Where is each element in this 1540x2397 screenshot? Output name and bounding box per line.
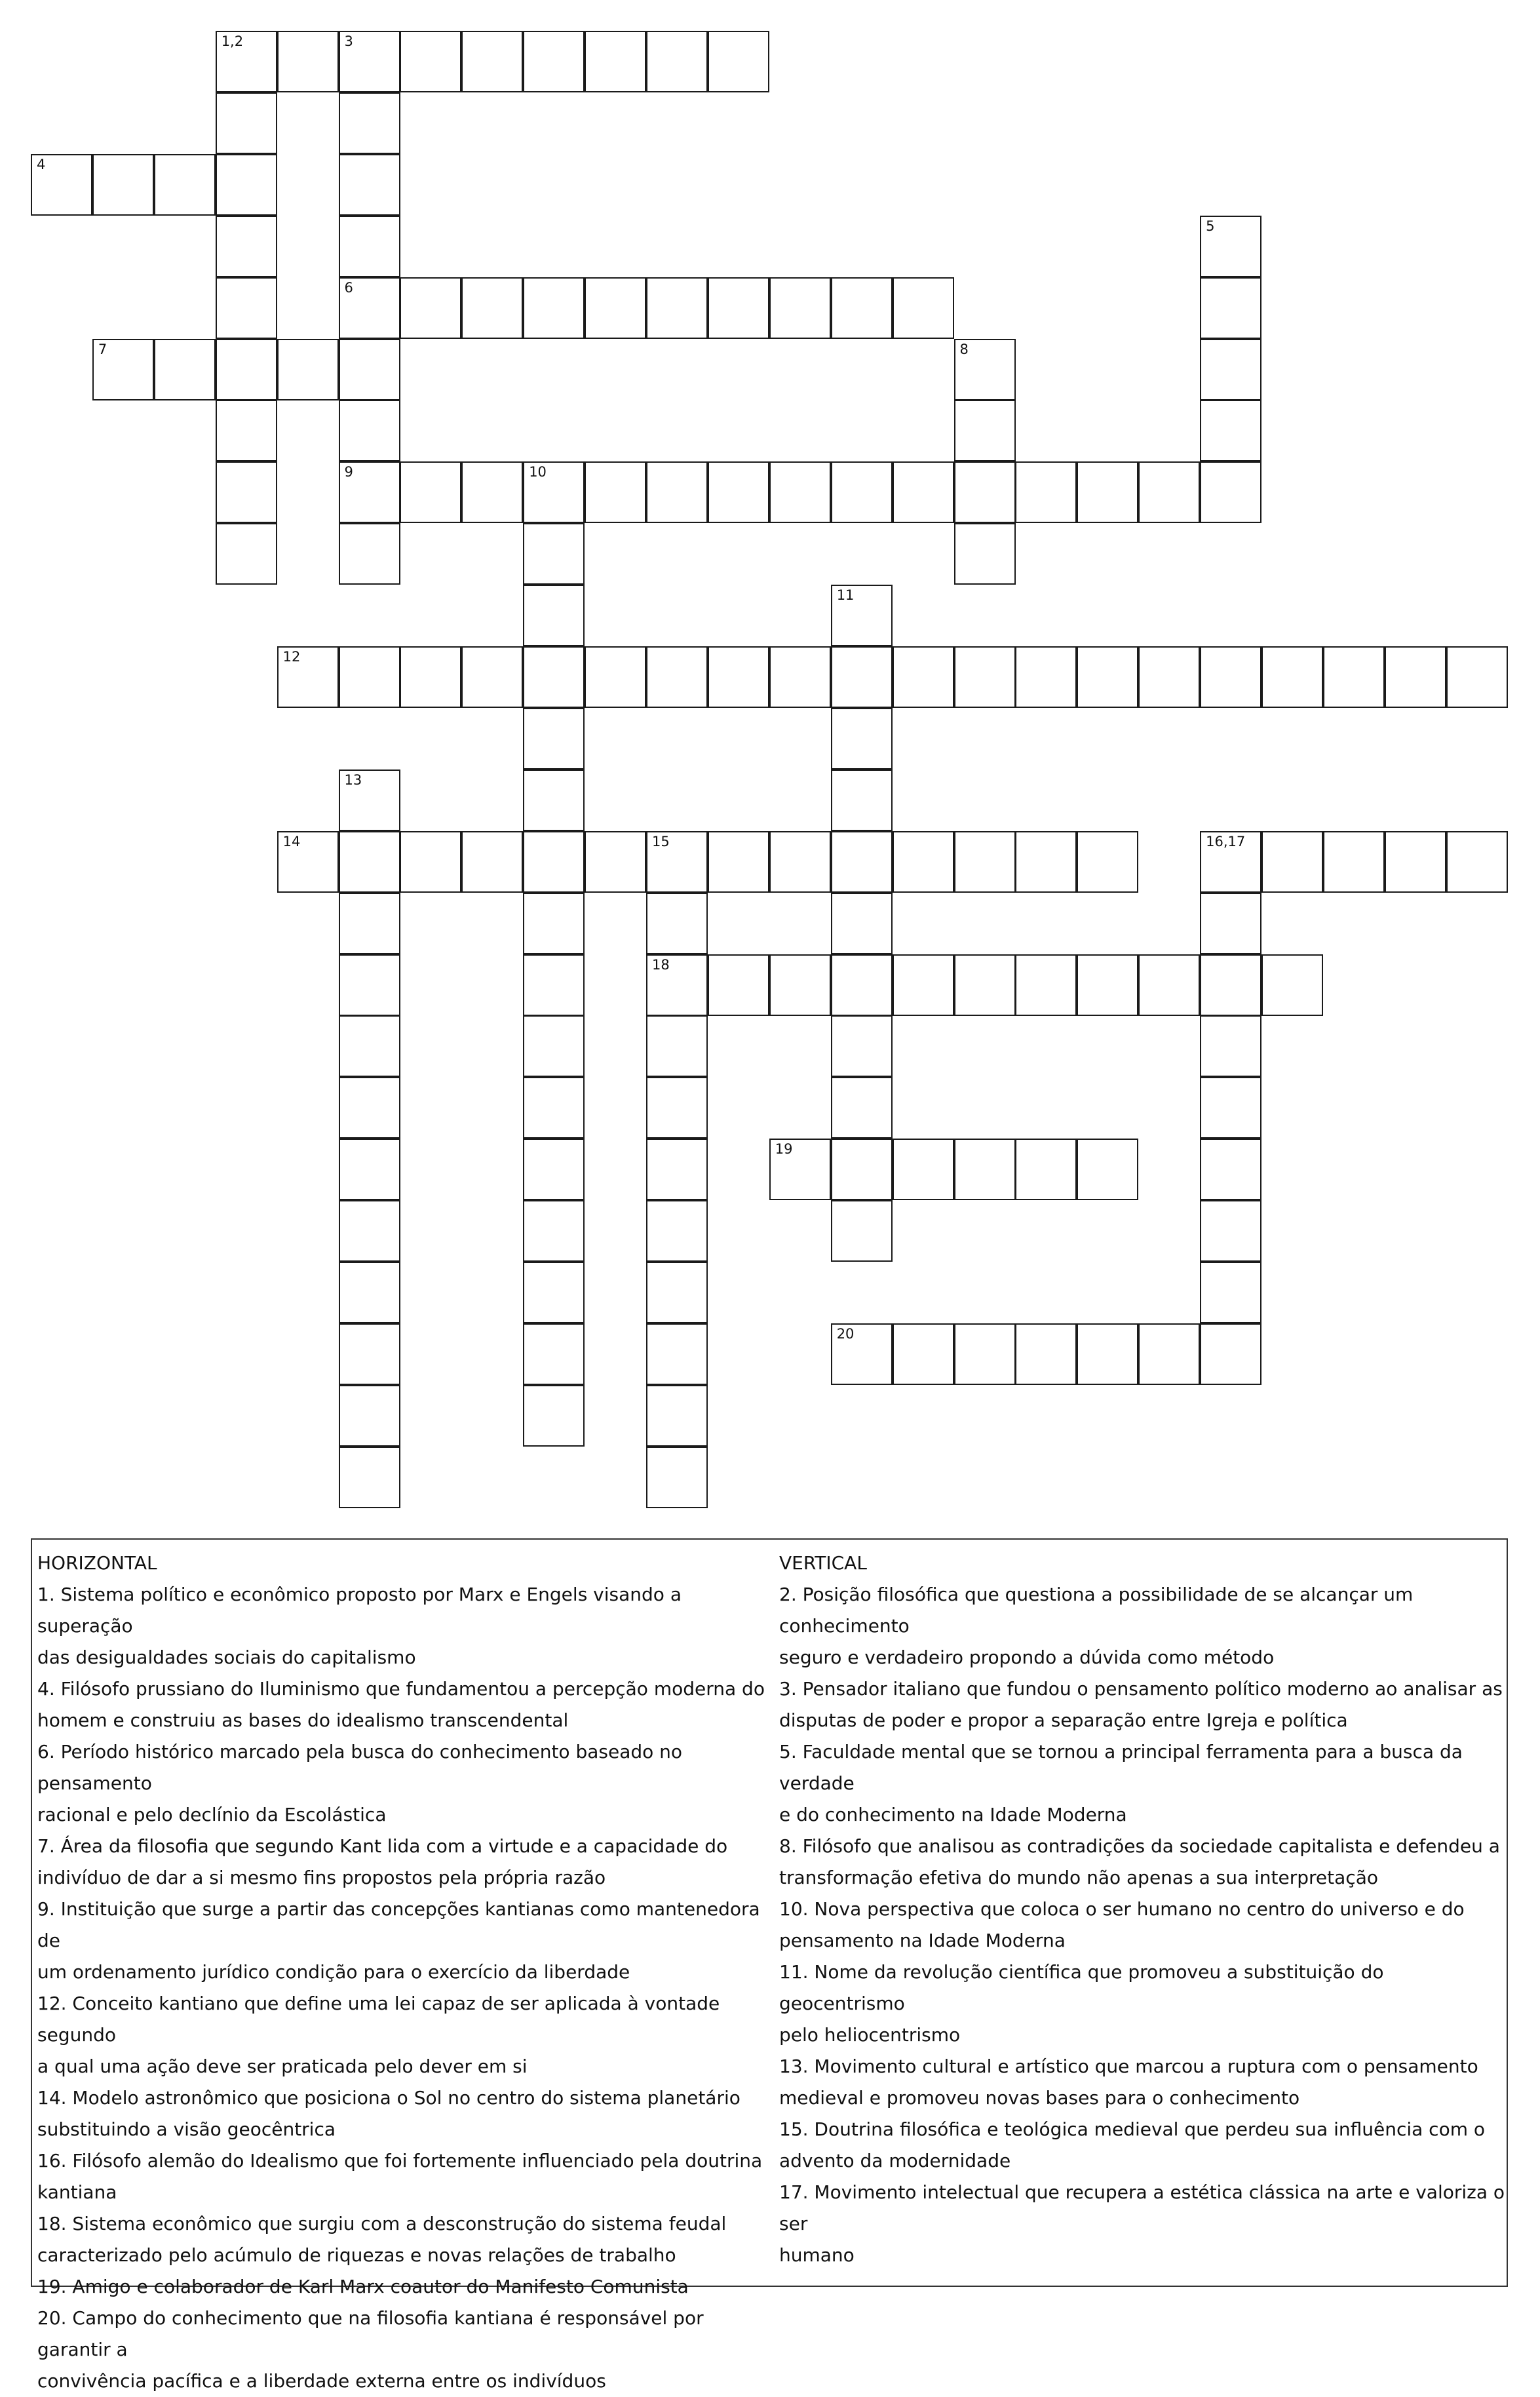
vertical-clue-line: 10. Nova perspectiva que coloca o ser humano no centro do universo e do bbox=[779, 1898, 1465, 1920]
crossword-cell[interactable] bbox=[523, 1077, 585, 1139]
horizontal-clue-line: um ordenamento jurídico condição para o exercício da liberdade bbox=[37, 1961, 630, 1983]
crossword-cell[interactable] bbox=[216, 461, 277, 523]
crossword-cell[interactable] bbox=[1385, 831, 1446, 893]
crossword-cell[interactable] bbox=[339, 893, 400, 954]
crossword-cell[interactable] bbox=[400, 31, 461, 92]
clue-number: 19 bbox=[775, 1141, 793, 1158]
crossword-cell[interactable] bbox=[523, 893, 585, 954]
crossword-cell[interactable] bbox=[1200, 1077, 1261, 1139]
crossword-cell[interactable] bbox=[523, 31, 585, 92]
horizontal-clue-line: 7. Área da filosofia que segundo Kant lida com a virtude e a capacidade do bbox=[37, 1835, 728, 1857]
crossword-cell[interactable] bbox=[339, 523, 400, 585]
crossword-cell[interactable] bbox=[339, 1385, 400, 1447]
crossword-cell[interactable] bbox=[831, 893, 893, 954]
crossword-cell[interactable] bbox=[954, 954, 1016, 1016]
crossword-cell[interactable] bbox=[1077, 1139, 1138, 1200]
crossword-cell[interactable] bbox=[1138, 954, 1200, 1016]
crossword-cell[interactable] bbox=[831, 770, 893, 831]
crossword-cell[interactable] bbox=[708, 646, 769, 708]
crossword-cell[interactable] bbox=[339, 1323, 400, 1385]
crossword-cell[interactable] bbox=[216, 92, 277, 154]
crossword-cell[interactable] bbox=[400, 461, 461, 523]
crossword-cell[interactable] bbox=[1200, 1139, 1261, 1200]
crossword-cell[interactable] bbox=[1138, 646, 1200, 708]
vertical-clue-line: 3. Pensador italiano que fundou o pensamento político moderno ao analisar as bbox=[779, 1678, 1503, 1700]
crossword-cell[interactable] bbox=[523, 1262, 585, 1323]
crossword-cell[interactable] bbox=[523, 585, 585, 646]
crossword-cell[interactable] bbox=[1077, 831, 1138, 893]
crossword-cell[interactable] bbox=[954, 400, 1016, 461]
crossword-cell[interactable] bbox=[523, 1139, 585, 1200]
horizontal-clue-line: 9. Instituição que surge a partir das concepções kantianas como mantenedora de bbox=[37, 1898, 760, 1951]
vertical-clue-line: medieval e promoveu novas bases para o conhecimento bbox=[779, 2087, 1300, 2109]
crossword-cell[interactable] bbox=[339, 646, 400, 708]
crossword-cell[interactable] bbox=[1200, 1015, 1261, 1077]
crossword-cell[interactable] bbox=[893, 1139, 954, 1200]
crossword-cell[interactable] bbox=[646, 1447, 708, 1508]
crossword-cell[interactable] bbox=[339, 339, 400, 400]
crossword-cell[interactable] bbox=[339, 1262, 400, 1323]
crossword-cell[interactable] bbox=[585, 31, 646, 92]
crossword-cell[interactable] bbox=[461, 277, 523, 339]
crossword-cell[interactable] bbox=[1446, 831, 1508, 893]
clue-number: 6 bbox=[344, 279, 353, 296]
crossword-cell[interactable] bbox=[216, 31, 277, 92]
crossword-cell[interactable] bbox=[585, 646, 646, 708]
crossword-cell[interactable] bbox=[523, 1323, 585, 1385]
crossword-cell[interactable] bbox=[1015, 831, 1077, 893]
crossword-cell[interactable] bbox=[1200, 216, 1261, 277]
crossword-cell[interactable] bbox=[585, 461, 646, 523]
crossword-cell[interactable] bbox=[1077, 1323, 1138, 1385]
vertical-clue-line: pensamento na Idade Moderna bbox=[779, 1930, 1066, 1951]
crossword-cell[interactable] bbox=[893, 831, 954, 893]
crossword-cell[interactable] bbox=[1261, 646, 1323, 708]
clue-number: 8 bbox=[959, 341, 969, 357]
crossword-cell[interactable] bbox=[646, 1200, 708, 1262]
crossword-cell[interactable] bbox=[585, 831, 646, 893]
crossword-cell[interactable] bbox=[585, 277, 646, 339]
clue-number: 10 bbox=[529, 464, 547, 480]
crossword-cell[interactable] bbox=[339, 461, 400, 523]
vertical-clue-line: transformação efetiva do mundo não apenas a sua interpretação bbox=[779, 1867, 1378, 1888]
crossword-cell[interactable] bbox=[831, 585, 893, 646]
vertical-clues bbox=[779, 1548, 1507, 2271]
crossword-cell[interactable] bbox=[400, 277, 461, 339]
crossword-cell[interactable] bbox=[339, 31, 400, 92]
crossword-cell[interactable] bbox=[277, 339, 339, 400]
crossword-cell[interactable] bbox=[831, 954, 893, 1016]
horizontal-clue-line: 16. Filósofo alemão do Idealismo que foi fortemente influenciado pela doutrina bbox=[37, 2150, 763, 2172]
crossword-cell[interactable] bbox=[216, 339, 277, 400]
crossword-cell[interactable] bbox=[831, 1139, 893, 1200]
crossword-cell[interactable] bbox=[461, 646, 523, 708]
crossword-cell[interactable] bbox=[1200, 400, 1261, 461]
horizontal-clue-line: 18. Sistema econômico que surgiu com a desconstrução do sistema feudal bbox=[37, 2213, 727, 2234]
crossword-cell[interactable] bbox=[893, 277, 954, 339]
vertical-clue-line: 8. Filósofo que analisou as contradições da sociedade capitalista e defendeu a bbox=[779, 1835, 1500, 1857]
crossword-cell[interactable] bbox=[1200, 893, 1261, 954]
crossword-cell[interactable] bbox=[1200, 1200, 1261, 1262]
horizontal-clue-line: homem e construiu as bases do idealismo transcendental bbox=[37, 1709, 569, 1731]
clue-number: 18 bbox=[652, 956, 670, 973]
crossword-cell[interactable] bbox=[523, 523, 585, 585]
crossword-cell[interactable] bbox=[339, 1139, 400, 1200]
crossword-cell[interactable] bbox=[339, 770, 400, 831]
crossword-cell[interactable] bbox=[339, 1200, 400, 1262]
crossword-cell[interactable] bbox=[646, 1139, 708, 1200]
crossword-cell[interactable] bbox=[831, 646, 893, 708]
crossword-cell[interactable] bbox=[646, 1015, 708, 1077]
crossword-cell[interactable] bbox=[831, 708, 893, 770]
crossword-cell[interactable] bbox=[523, 954, 585, 1016]
horizontal-clue-line: indivíduo de dar a si mesmo fins propostos pela própria razão bbox=[37, 1867, 606, 1888]
crossword-cell[interactable] bbox=[1077, 954, 1138, 1016]
crossword-cell[interactable] bbox=[1200, 646, 1261, 708]
crossword-cell[interactable] bbox=[769, 831, 831, 893]
crossword-cell[interactable] bbox=[1200, 339, 1261, 400]
crossword-cell[interactable] bbox=[31, 154, 92, 216]
crossword-cell[interactable] bbox=[216, 154, 277, 216]
crossword-cell[interactable] bbox=[954, 339, 1016, 400]
crossword-cell[interactable] bbox=[1323, 831, 1385, 893]
crossword-cell[interactable] bbox=[831, 1077, 893, 1139]
horizontal-clue-line: racional e pelo declínio da Escolástica bbox=[37, 1804, 387, 1825]
vertical-clue-line: 11. Nome da revolução científica que promoveu a substituição do geocentrismo bbox=[779, 1961, 1384, 2014]
crossword-cell[interactable] bbox=[954, 1323, 1016, 1385]
crossword-cell[interactable] bbox=[523, 708, 585, 770]
vertical-clue-line: 5. Faculdade mental que se tornou a principal ferramenta para a busca da verdade bbox=[779, 1741, 1463, 1794]
horizontal-clue-line: substituindo a visão geocêntrica bbox=[37, 2118, 336, 2140]
crossword-cell[interactable] bbox=[1200, 831, 1261, 893]
crossword-cell[interactable] bbox=[708, 954, 769, 1016]
crossword-cell[interactable] bbox=[831, 461, 893, 523]
crossword-cell[interactable] bbox=[646, 1323, 708, 1385]
crossword-cell[interactable] bbox=[461, 31, 523, 92]
crossword-cell[interactable] bbox=[1015, 1323, 1077, 1385]
crossword-cell[interactable] bbox=[708, 277, 769, 339]
crossword-cell[interactable] bbox=[339, 954, 400, 1016]
horizontal-clue-line: caracterizado pelo acúmulo de riquezas e novas relações de trabalho bbox=[37, 2244, 676, 2266]
crossword-cell[interactable] bbox=[400, 646, 461, 708]
crossword-cell[interactable] bbox=[646, 1262, 708, 1323]
crossword-cell[interactable] bbox=[277, 31, 339, 92]
crossword-cell[interactable] bbox=[339, 400, 400, 461]
crossword-cell[interactable] bbox=[769, 461, 831, 523]
crossword-cell[interactable] bbox=[769, 954, 831, 1016]
crossword-cell[interactable] bbox=[1015, 1139, 1077, 1200]
crossword-cell[interactable] bbox=[461, 831, 523, 893]
horizontal-heading: HORIZONTAL bbox=[37, 1552, 157, 1574]
crossword-cell[interactable] bbox=[523, 770, 585, 831]
horizontal-clues bbox=[37, 1548, 765, 2397]
crossword-cell[interactable] bbox=[646, 831, 708, 893]
horizontal-clue-list bbox=[37, 1579, 765, 2397]
vertical-clue-line: disputas de poder e propor a separação entre Igreja e política bbox=[779, 1709, 1348, 1731]
crossword-cell[interactable] bbox=[708, 31, 769, 92]
crossword-cell[interactable] bbox=[893, 461, 954, 523]
crossword-cell[interactable] bbox=[646, 954, 708, 1016]
crossword-cell[interactable] bbox=[646, 461, 708, 523]
crossword-cell[interactable] bbox=[893, 646, 954, 708]
crossword-cell[interactable] bbox=[216, 400, 277, 461]
crossword-cell[interactable] bbox=[1200, 954, 1261, 1016]
clue-number: 5 bbox=[1206, 218, 1215, 234]
crossword-cell[interactable] bbox=[954, 461, 1016, 523]
crossword-cell[interactable] bbox=[523, 277, 585, 339]
clue-number: 1,2 bbox=[221, 33, 244, 49]
crossword-cell[interactable] bbox=[216, 216, 277, 277]
crossword-cell[interactable] bbox=[646, 893, 708, 954]
crossword-cell[interactable] bbox=[339, 216, 400, 277]
crossword-cell[interactable] bbox=[646, 31, 708, 92]
crossword-cell[interactable] bbox=[1323, 646, 1385, 708]
horizontal-clue-line: a qual uma ação deve ser praticada pelo dever em si bbox=[37, 2056, 528, 2077]
crossword-cell[interactable] bbox=[1261, 954, 1323, 1016]
crossword-cell[interactable] bbox=[646, 1077, 708, 1139]
crossword-cell[interactable] bbox=[1015, 646, 1077, 708]
crossword-cell[interactable] bbox=[339, 154, 400, 216]
crossword-cell[interactable] bbox=[523, 1015, 585, 1077]
crossword-cell[interactable] bbox=[954, 646, 1016, 708]
crossword-cell[interactable] bbox=[1261, 831, 1323, 893]
horizontal-clue-line: kantiana bbox=[37, 2181, 117, 2203]
crossword-cell[interactable] bbox=[339, 831, 400, 893]
crossword-cell[interactable] bbox=[831, 1200, 893, 1262]
crossword-cell[interactable] bbox=[400, 831, 461, 893]
crossword-cell[interactable] bbox=[523, 1200, 585, 1262]
crossword-cell[interactable] bbox=[339, 92, 400, 154]
crossword-cell[interactable] bbox=[646, 277, 708, 339]
crossword-cell[interactable] bbox=[954, 1139, 1016, 1200]
crossword-cell[interactable] bbox=[216, 277, 277, 339]
crossword-cell[interactable] bbox=[154, 154, 216, 216]
crossword-cell[interactable] bbox=[523, 831, 585, 893]
vertical-clue-line: 17. Movimento intelectual que recupera a estética clássica na arte e valoriza o ser bbox=[779, 2181, 1505, 2234]
vertical-clue-line: seguro e verdadeiro propondo a dúvida como método bbox=[779, 1647, 1275, 1668]
clue-number: 14 bbox=[282, 833, 301, 849]
crossword-cell[interactable] bbox=[1138, 1323, 1200, 1385]
horizontal-clue-line: 6. Período histórico marcado pela busca do conhecimento baseado no pensamento bbox=[37, 1741, 683, 1794]
clue-number: 15 bbox=[652, 833, 670, 849]
clue-number: 20 bbox=[836, 1325, 855, 1342]
crossword-cell[interactable] bbox=[769, 1139, 831, 1200]
crossword-cell[interactable] bbox=[893, 954, 954, 1016]
clue-number: 13 bbox=[344, 771, 362, 788]
crossword-cell[interactable] bbox=[1200, 277, 1261, 339]
horizontal-clue-line: 12. Conceito kantiano que define uma lei capaz de ser aplicada à vontade segundo bbox=[37, 1993, 720, 2046]
vertical-clue-line: 2. Posição filosófica que questiona a possibilidade de se alcançar um conhecimento bbox=[779, 1584, 1414, 1637]
crossword-cell[interactable] bbox=[1200, 461, 1261, 523]
crossword-cell[interactable] bbox=[461, 461, 523, 523]
horizontal-clue-line: 20. Campo do conhecimento que na filosofia kantiana é responsável por garantir a bbox=[37, 2307, 704, 2360]
vertical-clue-line: pelo heliocentrismo bbox=[779, 2024, 961, 2046]
crossword-cell[interactable] bbox=[831, 831, 893, 893]
clue-number: 16,17 bbox=[1206, 833, 1246, 849]
crossword-cell[interactable] bbox=[1446, 646, 1508, 708]
vertical-clue-line: e do conhecimento na Idade Moderna bbox=[779, 1804, 1127, 1825]
crossword-cell[interactable] bbox=[1015, 461, 1077, 523]
crossword-cell[interactable] bbox=[154, 339, 216, 400]
horizontal-clue-line: 1. Sistema político e econômico proposto por Marx e Engels visando a superação bbox=[37, 1584, 682, 1637]
clues-panel bbox=[31, 1538, 1508, 2392]
clue-number: 12 bbox=[282, 649, 301, 665]
horizontal-clue-line: convivência pacífica e a liberdade externa entre os indivíduos bbox=[37, 2370, 606, 2392]
crossword-cell[interactable] bbox=[339, 1447, 400, 1508]
clue-number: 7 bbox=[98, 341, 107, 357]
crossword-cell[interactable] bbox=[277, 646, 339, 708]
crossword-cell[interactable] bbox=[216, 523, 277, 585]
clue-number: 9 bbox=[344, 464, 353, 480]
horizontal-clue-line: 14. Modelo astronômico que posiciona o Sol no centro do sistema planetário bbox=[37, 2087, 741, 2109]
horizontal-clue-line: 19. Amigo e colaborador de Karl Marx coautor do Manifesto Comunista bbox=[37, 2276, 689, 2297]
crossword-cell[interactable] bbox=[1385, 646, 1446, 708]
crossword-cell[interactable] bbox=[708, 831, 769, 893]
crossword-cell[interactable] bbox=[954, 523, 1016, 585]
vertical-clue-line: 15. Doutrina filosófica e teológica medieval que perdeu sua influência com o bbox=[779, 2118, 1486, 2140]
crossword-cell[interactable] bbox=[339, 1077, 400, 1139]
crossword-cell[interactable] bbox=[1138, 461, 1200, 523]
horizontal-clue-line: 4. Filósofo prussiano do Iluminismo que fundamentou a percepção moderna do bbox=[37, 1678, 765, 1700]
crossword-cell[interactable] bbox=[523, 461, 585, 523]
clue-number: 11 bbox=[836, 587, 855, 604]
crossword-cell[interactable] bbox=[523, 1385, 585, 1447]
crossword-cell[interactable] bbox=[1077, 461, 1138, 523]
vertical-clue-line: advento da modernidade bbox=[779, 2150, 1011, 2172]
horizontal-clue-line: das desigualdades sociais do capitalismo bbox=[37, 1647, 416, 1668]
vertical-clue-line: humano bbox=[779, 2244, 855, 2266]
crossword-cell[interactable] bbox=[1015, 954, 1077, 1016]
crossword-cell[interactable] bbox=[769, 646, 831, 708]
crossword-cell[interactable] bbox=[277, 831, 339, 893]
clue-number: 3 bbox=[344, 33, 353, 49]
clue-number: 4 bbox=[37, 156, 46, 172]
crossword-cell[interactable] bbox=[1200, 1323, 1261, 1385]
crossword-cell[interactable] bbox=[92, 154, 154, 216]
crossword-cell[interactable] bbox=[1077, 646, 1138, 708]
vertical-clue-list bbox=[779, 1579, 1507, 2271]
crossword-cell[interactable] bbox=[1200, 1262, 1261, 1323]
crossword-cell[interactable] bbox=[646, 1385, 708, 1447]
crossword-cell[interactable] bbox=[893, 1323, 954, 1385]
crossword-cell[interactable] bbox=[831, 1323, 893, 1385]
crossword-cell[interactable] bbox=[339, 1015, 400, 1077]
crossword-cell[interactable] bbox=[954, 831, 1016, 893]
vertical-heading: VERTICAL bbox=[779, 1552, 867, 1574]
crossword-cell[interactable] bbox=[339, 277, 400, 339]
vertical-clue-line: 13. Movimento cultural e artístico que marcou a ruptura com o pensamento bbox=[779, 2056, 1478, 2077]
crossword-cell[interactable] bbox=[523, 646, 585, 708]
crossword-cell[interactable] bbox=[831, 277, 893, 339]
crossword-cell[interactable] bbox=[646, 646, 708, 708]
crossword-cell[interactable] bbox=[708, 461, 769, 523]
crossword-cell[interactable] bbox=[831, 1015, 893, 1077]
crossword-cell[interactable] bbox=[769, 277, 831, 339]
crossword-cell[interactable] bbox=[92, 339, 154, 400]
